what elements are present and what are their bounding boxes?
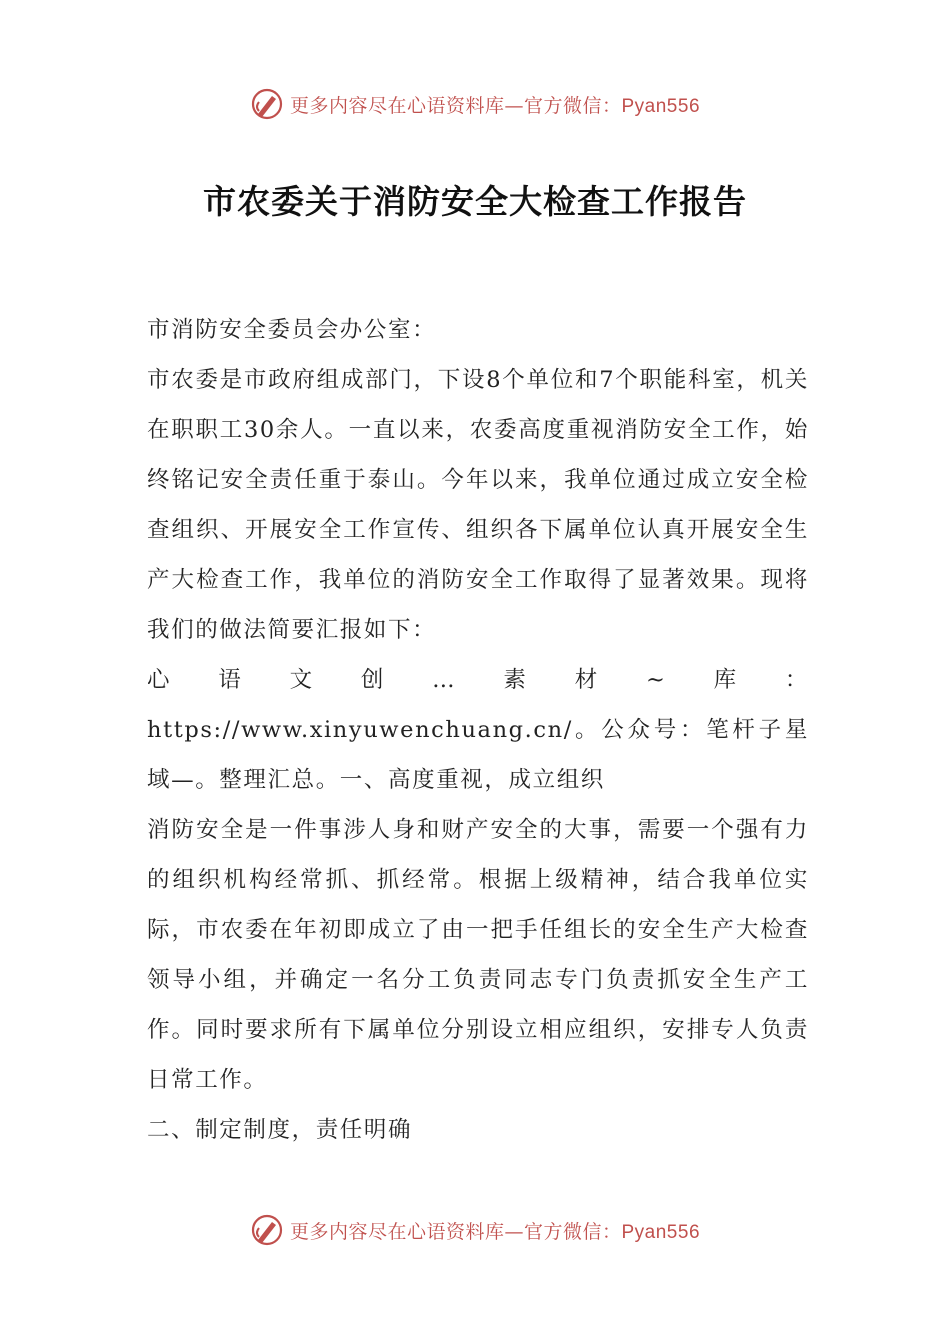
paragraph-intro: 市农委是市政府组成部门，下设8个单位和7个职能科室，机关在职职工30余人。一直以来，农委高度重视消防安全工作，始终铭记安全责任重于泰山。今年以来，我单位通过成立安全检查组织、开展安全工作宣传、组织各下属单位认真开展安全生产大检查工作，我单位的消防安全工作取得了显著效果。现将我们的做法简要汇报如下： [147,367,809,643]
document-body [147,305,809,1155]
paragraph-section-1-body: 消防安全是一件事涉人身和财产安全的大事，需要一个强有力的组织机构经常抓、抓经常。根据上级精神，结合我单位实际，市农委在年初即成立了由一把手任组长的安全生产大检查领导小组，并确定一名分工负责同志专门负责抓安全生产工作。同时要求所有下属单位分别设立相应组织，安排专人负责日常工作。 [147,817,809,1093]
paragraph-section-2-heading: 二、制定制度，责任明确 [147,1117,413,1143]
pen-circle-logo-icon [250,1213,284,1247]
wechat-id: Pyan556 [621,95,701,117]
header-banner [0,84,950,124]
paragraph-source-section-1: 心语文创…素材~库：https://www.xinyuwenchuang.cn/。公众号：笔杆子星域—。整理汇总。一、高度重视，成立组织 [147,667,809,793]
pen-circle-logo-icon [250,87,284,121]
wechat-id: Pyan556 [621,1221,701,1243]
paragraph-salutation: 市消防安全委员会办公室： [147,317,437,343]
banner-text: 更多内容尽在心语资料库—官方微信：Pyan556 [289,1220,701,1243]
footer-banner [0,1210,950,1250]
document-title: 市农委关于消防安全大检查工作报告 [203,182,747,221]
banner-text: 更多内容尽在心语资料库—官方微信：Pyan556 [289,94,701,117]
